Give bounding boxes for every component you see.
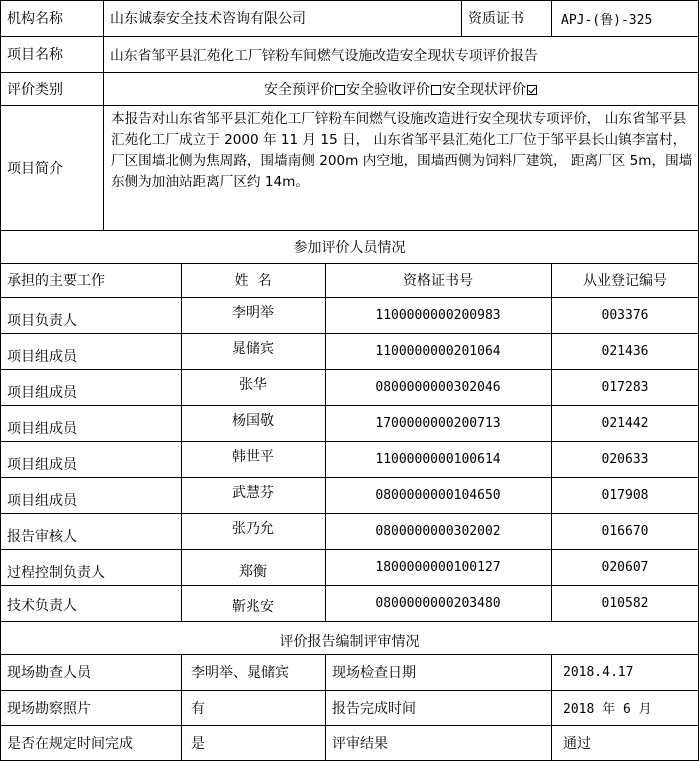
- row-cert: 1800000000100127: [375, 559, 501, 575]
- review-value2: 2018 年 6 月: [563, 702, 652, 717]
- review-section-title: 评价报告编制评审情况: [279, 633, 420, 650]
- row-role: 过程控制负责人: [7, 565, 105, 581]
- row-cert: 1700000000200713: [375, 415, 501, 431]
- category-options: [103, 72, 699, 105]
- row-role: 项目组成员: [7, 493, 77, 509]
- review-label2: 报告完成时间: [332, 700, 416, 717]
- row-name: 韩世平: [232, 449, 274, 465]
- org-value: 山东诚泰安全技术咨询有限公司: [110, 11, 306, 27]
- row-role: 项目负责人: [7, 313, 77, 329]
- row-name: 郑衡: [239, 564, 267, 580]
- header-name: 姓 名: [234, 273, 272, 289]
- row-reg: 020607: [601, 559, 649, 575]
- review-value1: 有: [191, 700, 205, 717]
- cert-value: APJ-(鲁)-325: [561, 12, 653, 28]
- review-value2: 通过: [563, 735, 591, 752]
- row-name: 晁储宾: [232, 341, 274, 357]
- row-name: 靳兆安: [232, 599, 274, 615]
- row-reg: 003376: [601, 307, 649, 323]
- checkbox-icon: [431, 85, 441, 95]
- row-role: 项目组成员: [7, 385, 77, 401]
- header-cert: 资格证书号: [403, 273, 473, 289]
- row-reg: 016670: [601, 523, 649, 539]
- category-option-acceptance: 安全验收评价: [346, 79, 442, 99]
- project-name-label: 项目名称: [7, 47, 63, 63]
- row-cert: 1100000000200983: [375, 307, 501, 323]
- row-cert: 0800000000302002: [375, 523, 501, 539]
- row-name: 张乃允: [232, 521, 274, 537]
- row-role: 报告审核人: [7, 529, 77, 545]
- row-cert: 0800000000203480: [375, 595, 501, 611]
- review-label1: 是否在规定时间完成: [7, 735, 133, 752]
- review-label1: 现场勘查人员: [7, 665, 91, 681]
- cert-label: 资质证书: [468, 11, 524, 27]
- project-name-value: 山东省邹平县汇苑化工厂锌粉车间燃气设施改造安全现状专项评价报告: [110, 48, 538, 64]
- row-role: 项目组成员: [7, 457, 77, 473]
- row-reg: 010582: [601, 595, 649, 611]
- row-role: 技术负责人: [7, 598, 77, 614]
- row-cert: 1100000000100614: [375, 451, 501, 467]
- row-name: 李明举: [232, 305, 274, 321]
- review-label1: 现场勘察照片: [7, 700, 91, 717]
- row-reg: 021442: [601, 415, 649, 431]
- personnel-section-title: 参加评价人员情况: [293, 239, 406, 256]
- row-cert: 1100000000201064: [375, 343, 501, 359]
- review-value1: 是: [191, 735, 205, 752]
- category-option-status: 安全现状评价: [442, 79, 538, 99]
- row-name: 张华: [239, 377, 267, 393]
- header-reg: 从业登记编号: [583, 273, 667, 289]
- org-label: 机构名称: [7, 11, 63, 27]
- checkbox-icon: [335, 85, 345, 95]
- summary-label: 项目简介: [7, 160, 63, 177]
- row-reg: 017283: [601, 379, 649, 395]
- row-cert: 0800000000104650: [375, 487, 501, 503]
- checkbox-checked-icon: [527, 85, 537, 95]
- review-value1: 李明举、晁储宾: [191, 665, 289, 681]
- row-name: 杨国敬: [232, 413, 274, 429]
- review-label2: 现场检查日期: [332, 665, 416, 681]
- row-role: 项目组成员: [7, 421, 77, 437]
- row-name: 武慧芬: [232, 485, 274, 501]
- row-role: 项目组成员: [7, 349, 77, 365]
- category-option-pre: 安全预评价: [264, 79, 346, 99]
- row-reg: 020633: [601, 451, 649, 467]
- category-label: 评价类别: [7, 81, 63, 98]
- summary-text: 本报告对山东省邹平县汇苑化工厂锌粉车间燃气设施改造进行安全现状专项评价， 山东省邹平县汇苑化工厂成立于 2000 年 11 月 15 日， 山东省邹平县汇苑化工厂位于邹平县长山镇李富村，厂区围墙北侧为焦周路，围墙南侧 200m 内空地，围墙西侧为饲料厂建筑， 距离厂区 5m，围墙东侧为加油站距离厂区约 14m。: [111, 111, 693, 190]
- review-label2: 评审结果: [332, 735, 388, 752]
- row-cert: 0800000000302046: [375, 379, 501, 395]
- row-reg: 017908: [601, 487, 649, 503]
- row-reg: 021436: [601, 343, 649, 359]
- header-role: 承担的主要工作: [7, 273, 105, 289]
- review-value2: 2018.4.17: [563, 664, 634, 680]
